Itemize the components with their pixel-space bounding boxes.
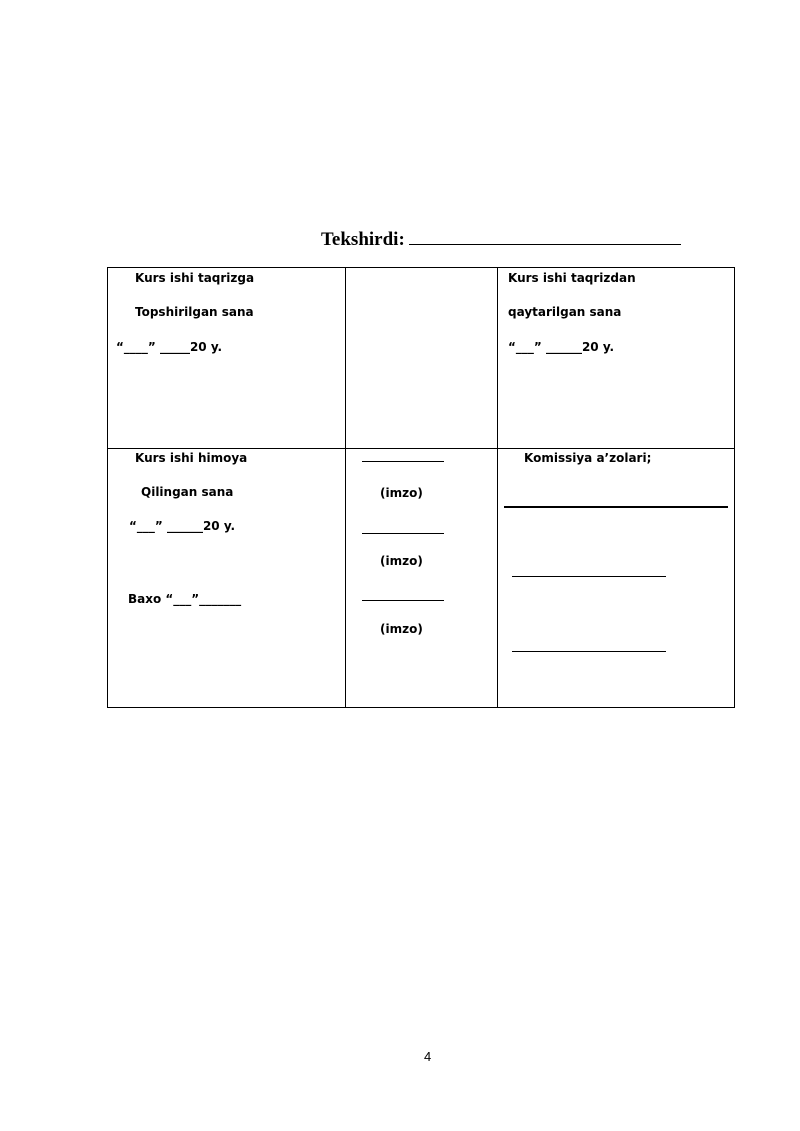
signature-line-3[interactable]	[362, 600, 444, 601]
submitted-for-review-title: Kurs ishi taqrizga	[135, 271, 255, 285]
signature-label-2: (imzo)	[380, 554, 423, 568]
submitted-date-label: Topshirilgan sana	[135, 305, 254, 319]
commission-member-line-1[interactable]	[504, 506, 728, 508]
review-form-table	[107, 267, 735, 708]
signature-label-1: (imzo)	[380, 486, 423, 500]
commission-member-line-2[interactable]	[512, 576, 666, 577]
table-divider-col2	[497, 268, 498, 707]
returned-date-field[interactable]: “___” ______20 y.	[508, 340, 615, 354]
defense-date-field[interactable]: “___” ______20 y.	[129, 519, 236, 533]
checked-by-heading	[321, 229, 681, 251]
table-divider-row	[108, 448, 734, 449]
commission-member-line-3[interactable]	[512, 651, 666, 652]
table-divider-col1	[345, 268, 346, 707]
checked-by-label: Tekshirdi:	[321, 229, 405, 250]
returned-date-label: qaytarilgan sana	[508, 305, 622, 319]
checked-by-signature-line	[409, 230, 681, 245]
page-number: 4	[424, 1049, 432, 1064]
defense-title: Kurs ishi himoya	[135, 451, 248, 465]
signature-label-3: (imzo)	[380, 622, 423, 636]
signature-line-1[interactable]	[362, 461, 444, 462]
signature-line-2[interactable]	[362, 533, 444, 534]
returned-from-review-title: Kurs ishi taqrizdan	[508, 271, 636, 285]
commission-members-title: Komissiya a’zolari;	[524, 451, 652, 465]
submitted-date-field[interactable]: “____” _____20 y.	[116, 340, 223, 354]
grade-field[interactable]: Baxo “___”_______	[128, 592, 242, 606]
defense-date-label: Qilingan sana	[141, 485, 234, 499]
